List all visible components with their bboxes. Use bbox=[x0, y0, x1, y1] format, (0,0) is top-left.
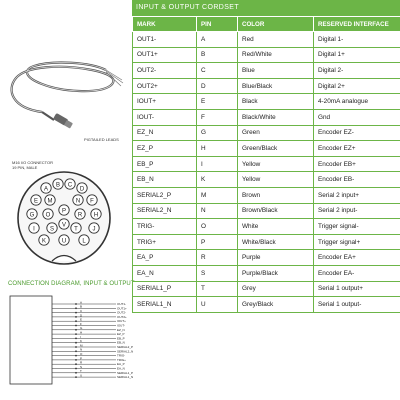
wire-signal-label: SERIAL2_P bbox=[117, 345, 133, 349]
wire-pin-letter: B bbox=[80, 304, 83, 309]
cell-mark: OUT2+ bbox=[133, 78, 197, 94]
wire-terminal bbox=[75, 303, 77, 305]
table-row bbox=[133, 32, 400, 48]
cell-pin: C bbox=[197, 63, 238, 79]
cell-mark: IOUT+ bbox=[133, 94, 197, 110]
pin-letter: O bbox=[45, 212, 51, 219]
cell-pin: O bbox=[197, 219, 238, 235]
pin-letter: M bbox=[47, 198, 53, 205]
wire-pin-letter: T bbox=[80, 369, 82, 374]
cell-interface: Encoder EZ- bbox=[314, 125, 400, 141]
wire-terminal bbox=[75, 316, 77, 318]
cell-color: Red/White bbox=[238, 47, 314, 63]
cell-mark: EZ_N bbox=[133, 125, 197, 141]
cell-pin: E bbox=[197, 94, 238, 110]
pigtail-leads bbox=[106, 70, 123, 86]
connector-pin-face bbox=[14, 168, 114, 268]
cell-interface: Digital 2- bbox=[314, 63, 400, 79]
cell-color: Blue/Black bbox=[238, 78, 314, 94]
pin-letter: I bbox=[33, 226, 35, 233]
cordset-table bbox=[132, 16, 400, 313]
pin-letter: T bbox=[74, 226, 78, 233]
wire-terminal bbox=[75, 342, 77, 344]
cell-mark: IOUT- bbox=[133, 109, 197, 125]
cell-interface: Serial 1 output+ bbox=[314, 281, 400, 297]
diagram-drawing bbox=[8, 290, 133, 395]
wire-signal-label: SERIAL1_P bbox=[117, 370, 133, 375]
cell-mark: TRIG+ bbox=[133, 234, 197, 250]
pin-letter: K bbox=[41, 238, 47, 245]
table-row bbox=[133, 141, 400, 157]
cell-pin: G bbox=[197, 125, 238, 141]
cell-pin: T bbox=[197, 281, 238, 297]
table-row bbox=[133, 47, 400, 63]
wire-signal-label: TRIG- bbox=[117, 353, 126, 358]
cell-interface: Trigger signal+ bbox=[314, 234, 400, 250]
cell-interface: Encoder EZ+ bbox=[314, 141, 400, 157]
table-row bbox=[133, 219, 400, 235]
wire-terminal bbox=[75, 350, 77, 352]
wire-signal-label: EZ_N bbox=[117, 327, 125, 332]
cell-color: Grey/Black bbox=[238, 297, 314, 313]
wire-signal-label: EZ_P bbox=[117, 332, 125, 337]
cell-pin: F bbox=[197, 109, 238, 125]
wire-pin-letter: P bbox=[80, 356, 83, 361]
cable-end bbox=[42, 112, 54, 120]
pin-letter: S bbox=[49, 226, 55, 233]
header-mark: MARK bbox=[133, 17, 197, 32]
wire-terminal bbox=[75, 376, 77, 378]
connector-box bbox=[10, 296, 52, 384]
cell-color: White/Black bbox=[238, 234, 314, 250]
wire-pin-letter: I bbox=[80, 334, 81, 339]
cell-pin: P bbox=[197, 234, 238, 250]
connector-label-line2: 19 PIN, MALE bbox=[12, 165, 38, 170]
cell-pin: B bbox=[197, 47, 238, 63]
cell-mark: EZ_P bbox=[133, 141, 197, 157]
wire-pin-letter: O bbox=[80, 352, 83, 356]
diagram-title: CONNECTION DIAGRAM, INPUT & OUTPUT bbox=[8, 281, 135, 287]
table-row bbox=[133, 78, 400, 94]
cell-pin: I bbox=[197, 156, 238, 172]
cell-color: Purple bbox=[238, 250, 314, 266]
connector-label-line1: M16 I/O CONNECTOR bbox=[12, 160, 54, 165]
cell-pin: H bbox=[197, 141, 238, 157]
pin-letter: D bbox=[79, 186, 85, 193]
cell-pin: A bbox=[197, 32, 238, 48]
cell-mark: SERIAL1_P bbox=[133, 281, 197, 297]
cell-mark: OUT1+ bbox=[133, 47, 197, 63]
table-row bbox=[133, 203, 400, 219]
table-row bbox=[133, 109, 400, 125]
wire-pin-letter: R bbox=[80, 360, 83, 365]
cell-pin: R bbox=[197, 250, 238, 266]
wire-pin-letter: F bbox=[80, 321, 82, 326]
table-title: INPUT & OUTPUT CORDSET bbox=[132, 0, 400, 16]
cell-interface: Serial 1 output- bbox=[314, 297, 400, 313]
pin-letter: R bbox=[77, 212, 83, 219]
cell-pin: N bbox=[197, 203, 238, 219]
connection-diagram bbox=[8, 290, 133, 395]
pin-letter: G bbox=[29, 212, 35, 219]
cell-mark: SERIAL1_N bbox=[133, 297, 197, 313]
cell-pin: D bbox=[197, 78, 238, 94]
pin-letter: N bbox=[75, 198, 81, 205]
table-row bbox=[133, 250, 400, 266]
wire-pin-letter: G bbox=[80, 326, 83, 331]
pin-letter: J bbox=[92, 226, 96, 233]
table-row bbox=[133, 265, 400, 281]
wire-pin-letter: K bbox=[80, 339, 83, 344]
pigtail-label: PIGTAILED LEADS bbox=[84, 137, 119, 142]
table-row bbox=[133, 281, 400, 297]
wire-terminal bbox=[75, 346, 77, 348]
wire-signal-label: EB_N bbox=[117, 340, 125, 345]
cable-coil-outer bbox=[12, 63, 114, 112]
cell-pin: K bbox=[197, 172, 238, 188]
cell-color: Red bbox=[238, 32, 314, 48]
cell-mark: EA_N bbox=[133, 265, 197, 281]
cell-mark: TRIG- bbox=[133, 219, 197, 235]
table-row bbox=[133, 297, 400, 313]
wire-pin-letter: S bbox=[80, 364, 83, 369]
wire-signal-label: OUT2- bbox=[117, 310, 126, 315]
wire-signal-label: EA_P bbox=[117, 362, 125, 367]
cordset-table-panel bbox=[132, 0, 400, 308]
wire-pin-letter: U bbox=[80, 373, 83, 378]
cell-color: Brown bbox=[238, 187, 314, 203]
wire-terminal bbox=[75, 312, 77, 314]
cell-interface: Trigger signal- bbox=[314, 219, 400, 235]
cell-color: Brown/Black bbox=[238, 203, 314, 219]
pin-letter: E bbox=[33, 198, 39, 205]
cell-mark: EB_N bbox=[133, 172, 197, 188]
cell-interface: Encoder EB- bbox=[314, 172, 400, 188]
cell-color: Purple/Black bbox=[238, 265, 314, 281]
header-color: COLOR bbox=[238, 17, 314, 32]
pin-letter: L bbox=[82, 238, 86, 245]
cell-mark: SERIAL2_N bbox=[133, 203, 197, 219]
table-row bbox=[133, 156, 400, 172]
wire-terminal bbox=[75, 307, 77, 309]
wire-terminal bbox=[75, 359, 77, 361]
cell-color: White bbox=[238, 219, 314, 235]
table-row bbox=[133, 63, 400, 79]
wire-pin-letter: H bbox=[80, 330, 83, 335]
cell-color: Green/Black bbox=[238, 141, 314, 157]
header-pin: PIN bbox=[197, 17, 238, 32]
pin-face-drawing bbox=[14, 168, 114, 268]
cell-mark: EA_P bbox=[133, 250, 197, 266]
cell-color: Yellow bbox=[238, 156, 314, 172]
cell-interface: 4-20mA analogue bbox=[314, 94, 400, 110]
wire-signal-label: IOUT+ bbox=[117, 319, 126, 324]
wire-terminal bbox=[75, 363, 77, 365]
wire-pin-letter: N bbox=[80, 347, 83, 352]
wire-pin-letter: C bbox=[80, 309, 83, 313]
cell-mark: EB_P bbox=[133, 156, 197, 172]
pin-letter: C bbox=[67, 182, 73, 189]
cell-color: Blue bbox=[238, 63, 314, 79]
pin-letter: V bbox=[61, 222, 67, 229]
cell-interface: Encoder EA+ bbox=[314, 250, 400, 266]
cell-interface: Encoder EA- bbox=[314, 265, 400, 281]
wire-pin-letter: D bbox=[80, 313, 83, 318]
wire-signal-label: SERIAL1_N bbox=[117, 375, 133, 380]
cell-mark: OUT2- bbox=[133, 63, 197, 79]
wire-pin-letter: M bbox=[80, 343, 83, 348]
table-row bbox=[133, 172, 400, 188]
cell-interface: Digital 1+ bbox=[314, 47, 400, 63]
wire-pin-letter: E bbox=[80, 317, 83, 322]
cell-pin: S bbox=[197, 265, 238, 281]
pin-letter: U bbox=[61, 238, 67, 245]
table-row bbox=[133, 234, 400, 250]
header-reserved-interface: RESERVED INTERFACE bbox=[314, 17, 400, 32]
table-row bbox=[133, 125, 400, 141]
table-row bbox=[133, 94, 400, 110]
wire-signal-label: EA_N bbox=[117, 366, 125, 371]
cell-color: Black/White bbox=[238, 109, 314, 125]
pin-letter: F bbox=[90, 198, 94, 205]
cell-color: Green bbox=[238, 125, 314, 141]
wire-terminal bbox=[75, 368, 77, 370]
table-header-row bbox=[133, 17, 400, 32]
wire-signal-label: SERIAL2_N bbox=[117, 349, 133, 354]
wire-terminal bbox=[75, 338, 77, 340]
pin-letter: A bbox=[43, 186, 49, 193]
cell-color: Grey bbox=[238, 281, 314, 297]
cell-interface: Digital 1- bbox=[314, 32, 400, 48]
wire-signal-label: OUT1+ bbox=[117, 306, 127, 311]
wire-signal-label: IOUT- bbox=[117, 323, 125, 328]
cell-mark: SERIAL2_P bbox=[133, 187, 197, 203]
cell-interface: Gnd bbox=[314, 109, 400, 125]
cell-pin: U bbox=[197, 297, 238, 313]
wire-terminal bbox=[75, 320, 77, 322]
cell-mark: OUT1- bbox=[133, 32, 197, 48]
wire-terminal bbox=[75, 355, 77, 357]
cell-color: Black bbox=[238, 94, 314, 110]
wire-signal-label: TRIG+ bbox=[117, 357, 126, 362]
wire-terminal bbox=[75, 372, 77, 374]
cell-color: Yellow bbox=[238, 172, 314, 188]
wire-terminal bbox=[75, 325, 77, 327]
pin-letter: P bbox=[61, 208, 67, 215]
table-body bbox=[133, 32, 400, 313]
wire-pin-letter: A bbox=[80, 300, 83, 305]
table-row bbox=[133, 187, 400, 203]
pin-letter: B bbox=[55, 182, 61, 189]
cell-pin: M bbox=[197, 187, 238, 203]
wire-signal-label: OUT2+ bbox=[117, 314, 127, 319]
wire-signal-label: EB_P bbox=[117, 336, 125, 341]
wire-terminal bbox=[75, 333, 77, 335]
cable-illustration bbox=[2, 40, 128, 170]
cell-interface: Digital 2+ bbox=[314, 78, 400, 94]
wire-group bbox=[52, 300, 133, 379]
wire-terminal bbox=[75, 329, 77, 331]
cell-interface: Serial 2 input+ bbox=[314, 187, 400, 203]
cell-interface: Encoder EB+ bbox=[314, 156, 400, 172]
cell-interface: Serial 2 input- bbox=[314, 203, 400, 219]
pin-letter: H bbox=[93, 212, 99, 219]
wire-signal-label: OUT1- bbox=[117, 302, 126, 306]
cable-drawing bbox=[2, 40, 128, 135]
